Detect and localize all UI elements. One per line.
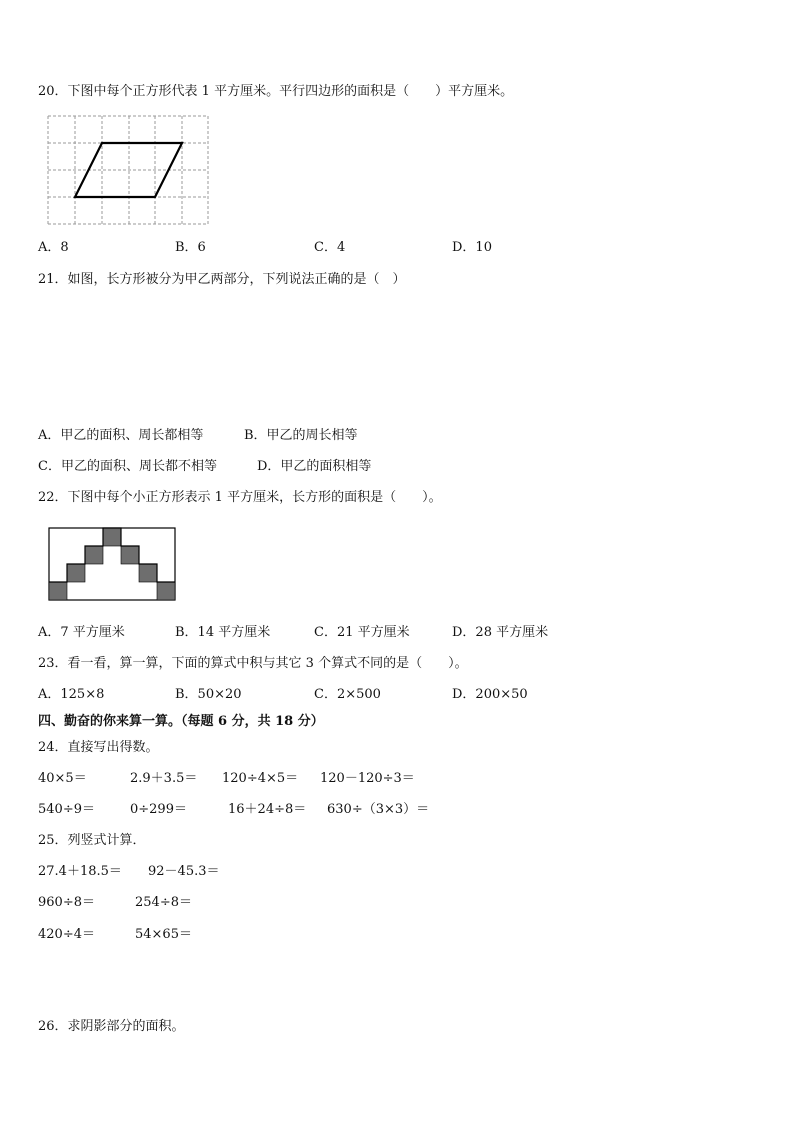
q20-option-d: D．10 (452, 240, 492, 255)
q21-figure-blank (38, 296, 438, 411)
q20-option-a: A．8 (38, 240, 69, 255)
q21-text: 21．如图，长方形被分为甲乙两部分，下列说法正确的是（ ） (38, 272, 406, 287)
q22-staircase-rectangle-figure (48, 527, 178, 603)
q20-option-b: B．6 (175, 240, 206, 255)
q21-option-a: A．甲乙的面积、周长都相等 (38, 428, 204, 443)
q25-expr-5: 420÷4＝ (38, 927, 95, 942)
q20-option-c: C．4 (314, 240, 346, 255)
q24-expr-2: 2.9＋3.5＝ (130, 771, 198, 786)
q22-option-c: C．21 平方厘米 (314, 625, 410, 640)
q23-text: 23．看一看，算一算，下面的算式中积与其它 3 个算式不同的是（ ）。 (38, 656, 468, 671)
q21-option-c: C．甲乙的面积、周长都不相等 (38, 459, 217, 474)
q21-option-d: D．甲乙的面积相等 (257, 459, 372, 474)
q25-expr-3: 960÷8＝ (38, 895, 95, 910)
q23-option-b: B．50×20 (175, 687, 242, 702)
q24-expr-4: 120－120÷3＝ (320, 771, 415, 786)
q25-expr-4: 254÷8＝ (135, 895, 192, 910)
section-4-heading: 四、勤奋的你来算一算。（每题 6 分，共 18 分） (38, 714, 324, 729)
q23-option-d: D．200×50 (452, 687, 528, 702)
q24-expr-5: 540÷9＝ (38, 802, 95, 817)
q22-option-a: A．7 平方厘米 (38, 625, 125, 640)
q25-expr-6: 54×65＝ (135, 927, 192, 942)
q20-text: 20．下图中每个正方形代表 1 平方厘米。平行四边形的面积是（ ）平方厘米。 (38, 84, 514, 99)
q23-option-c: C．2×500 (314, 687, 381, 702)
q24-expr-8: 630÷（3×3）＝ (327, 802, 430, 817)
q25-text: 25．列竖式计算． (38, 833, 146, 848)
q22-option-d: D．28 平方厘米 (452, 625, 549, 640)
q24-expr-7: 16＋24÷8＝ (228, 802, 307, 817)
q24-expr-1: 40×5＝ (38, 771, 87, 786)
q25-expr-1: 27.4＋18.5＝ (38, 864, 122, 879)
q24-text: 24．直接写出得数。 (38, 740, 159, 755)
q21-option-b: B．甲乙的周长相等 (244, 428, 358, 443)
q24-expr-3: 120÷4×5＝ (222, 771, 299, 786)
q22-text: 22．下图中每个小正方形表示 1 平方厘米，长方形的面积是（ ）。 (38, 490, 442, 505)
q23-option-a: A．125×8 (38, 687, 105, 702)
q20-parallelogram-grid-figure (42, 113, 214, 229)
q26-text: 26．求阴影部分的面积。 (38, 1019, 185, 1034)
q22-option-b: B．14 平方厘米 (175, 625, 271, 640)
q25-expr-2: 92－45.3＝ (148, 864, 220, 879)
q24-expr-6: 0÷299＝ (130, 802, 187, 817)
